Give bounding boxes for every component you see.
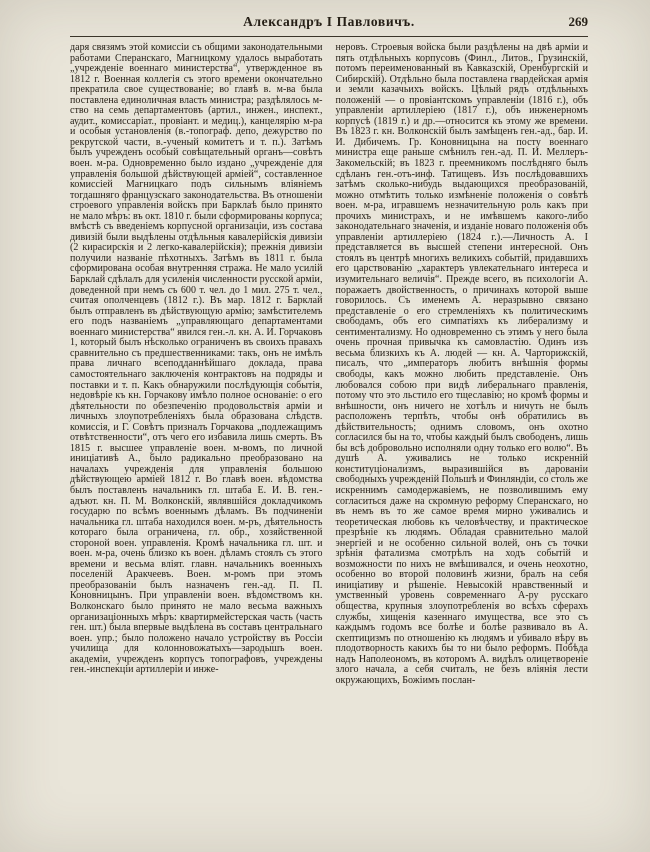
page-number: 269 [568, 14, 588, 29]
header-rule [70, 36, 588, 37]
left-column-text: даря связямъ этой комиссіи съ общими законодательными работами Сперанскаго, Магницкому удалось выработать „учрежденіе военнаго министерства“, утвержденное въ 1812 г. Военная коллегія съ этого времени окончательно прекратила свое существованіе; во главѣ в. м-ва была поставлена единоличная власть министра; раздѣлялось м-ство на семь департаментовъ (артил., инжен., инспект., аудит., комиссаріат., провіант. и медиц.), канцелярію м-ра и особыя установленія (в.-топограф. депо, дежурство по рекрутской части, в.-ученый комитетъ и т. п.). Затѣмъ былъ учрежденъ особый совѣщательный органъ—совѣтъ воен. м-ра. Одновременно было издано „учрежденіе для управленія большой дѣйствующей арміей“, составленное комиссіей Магницкаго подъ сильнымъ вліяніемъ тогдашняго французскаго законодательства. Въ отношеніи строевого управленія войскъ при Барклаѣ было принято не мало мѣръ: въ окт. 1810 г. были сформированы корпуса; вмѣстѣ съ введеніемъ корпусной организаціи, изъ состава дивизій были выдѣлены отдѣльныя кавалерійскія дивизіи (2 кирасирскія и 2 легко-кавалерійскія); прежнія дивизіи получили названіе пѣхотныхъ. Затѣмъ въ 1811 г. была сформирована особая внутренняя стража. Не мало усилій Барклай сдѣлалъ для усиленія численности русской арміи, доведенной при немъ съ 600 т. чел. до 1 мил. 275 т. чел., считая ополченцевъ (1812 г.). Въ мар. 1812 г. Барклай былъ отправленъ въ дѣйствующую армію; замѣстителемъ его подъ названіемъ „управляющаго департаментами военнаго министерства“ явился ген.-л. кн. А. И. Горчаковъ 1, который былъ нѣсколько ограниченъ въ своихъ правахъ сравнительно съ предшественниками: такъ, онъ не имѣлъ права личнаго всеподданнѣйшаго доклада, права самостоятельнаго заключенія контрактовъ на подряды и поставки и т. п. Какъ обнаружили послѣдующія событія, недовѣріе къ кн. Горчакову имѣло полное основаніе: о его дѣятельности по обезпеченію продовольствія арміи и личныхъ злоупотребленіяхъ была образована слѣдств. комиссія, и Г. Совѣтъ призналъ Горчакова „подлежащимъ отвѣтственности“, отъ чего его избавила лишь смерть. Въ 1815 г. высшее управленіе воен. м-вомъ, по личной иниціативѣ А., было радикально преобразовано на началахъ учрежденія для управленія большою дѣйствующею арміей 1812 г. Во главѣ воен. вѣдомства былъ поставленъ начальникъ гл. штаба Е. И. В. ген.-адъют. кн. П. М. Волконскій, являвшійся докладчикомъ государю по всѣмъ военнымъ дѣламъ. Въ подчиненіи начальника гл. штаба находился воен. м-ръ, дѣятельность котораго была ограничена, гл. обр., хозяйственной стороной воен. управленія. Кромѣ начальника гл. шт. и воен. м-ра, очень близко къ воен. дѣламъ стоялъ съ этого времени и весьма вліят. главн. начальникъ военныхъ поселеній Аракчеевъ. Воен. м-ромъ при этомъ преобразованіи былъ назначенъ ген.-ад. П. П. Коновницынъ. При управленіи воен. вѣдомствомъ кн. Волконскаго было принято не мало весьма важныхъ организаціонныхъ мѣръ: квартирмейстерская часть (часть ген. шт.) была впервые выдѣлена въ составъ центральнаго воен. упр.; было положено начало устройству въ Россіи училища для колонновожатыхъ—зародышъ воен. академіи, учрежденъ корпусъ топографовъ, учреждены ген.-инспекціи артиллеріи и инже- [70, 42, 323, 676]
running-title: Александръ I Павловичъ. [243, 14, 415, 29]
page-body [70, 43, 588, 686]
page-header [70, 14, 588, 34]
right-column-text: неровъ. Строевыя войска были раздѣлены на двѣ арміи и пять отдѣльныхъ корпусовъ (Финл., Литов., Грузинскій, потомъ переименованный въ Кавказскій, Оренбургскій и Сибирскій). Отдѣльно была поставлена гвардейская армія и земли казачьихъ войскъ. Цѣлый рядъ отдѣльныхъ положеній — о провіантскомъ управленіи (1816 г.), объ управленіи артиллеріею (1817 г.), объ инженерномъ корпусѣ (1819 г.) и др.—относится къ этому же времени. Въ 1823 г. кн. Волконскій былъ замѣщенъ ген.-ад., бар. И. И. Дибичемъ. Гр. Коновницына на посту военнаго министра еще раньше смѣнилъ ген.-ад. П. И. Меллеръ-Закомельскій; въ 1823 г. преемникомъ послѣдняго былъ сдѣланъ ген.-отъ-инф. Татищевъ. Изъ послѣдовавшихъ затѣмъ сколько-нибудь выдающихся преобразованій, можно отмѣтить только измѣненіе положенія о совѣтѣ воен. м-ра, игравшемъ незначительную роль какъ при прочихъ министрахъ, и не имѣвшемъ какого-либо законодательнаго значенія, и изданіе новаго положенія объ управленіи артиллеріею (1824 г.).—Личность А. I представляется въ высшей степени интересной. Онъ стоялъ въ центрѣ многихъ великихъ событій, придавшихъ его царствованію „характеръ увлекательнаго интереса и изумительнаго величія“. Прежде всего, въ психологіи А. поражаетъ двойственность, о причинахъ которой выше говорилось. Съ именемъ А. неразрывно связано представленіе о его стремленіяхъ къ политическимъ свободамъ, объ его симпатіяхъ къ либерализму и сентиментализму. Но одновременно съ этимъ у него была очень прочная привычка къ самовластію. Одинъ изъ весьма близкихъ къ А. людей — кн. А. Чарторижскій, писалъ, что „императоръ любитъ внѣшнія формы свободы, какъ можно любить представленіе. Онъ любовался собою при видѣ либеральнаго правленія, потому что это льстило его тщеславію; но кромѣ формы и внѣшности, онъ ничего не хотѣлъ и ничуть не былъ расположенъ терпѣть, чтобы онѣ обратились въ дѣйствительность; однимъ словомъ, онъ охотно согласился бы на то, чтобы каждый былъ свободенъ, лишь бы всѣ добровольно исполняли одну только его волю“. Въ душѣ А. уживались не только искренній конституціонализмъ, выразившійся въ дарованіи свободныхъ учрежденій Польшѣ и Финляндіи, со столь же искреннимъ самодержавіемъ, не позволившимъ ему согласиться даже на скромную реформу Сперанскаго, но въ немъ въ то же самое время мирно уживались и теоретическая любовь къ человѣчеству, и практическое презрѣніе къ людямъ. Обладая сравнительно малой энергіей и не особенно сильной волей, онъ съ точки зрѣнія фатализма смотрѣлъ на ходъ событій и возможности по нихъ не вмѣшивался, и очень неохотно, особенно во второй половинѣ жизни, бралъ на себя иниціативу и рѣшеніе. Невысокій нравственный и умственный уровень современнаго А-ру русскаго общества, крупныя злоупотребленія во всѣхъ сферахъ службы, хищенія казеннаго имущества, все это съ каждымъ годомъ все болѣе и болѣе развивало въ А. скептицизмъ по отношенію къ людямъ и убивало вѣру въ плодотворность какихъ бы то ни было реформъ. Побѣда надъ Наполеономъ, въ которомъ А. видѣлъ олицетвореніе злого начала, а себя считалъ, не безъ вліянія лести окружающихъ, Божіимъ послан- [335, 42, 588, 686]
